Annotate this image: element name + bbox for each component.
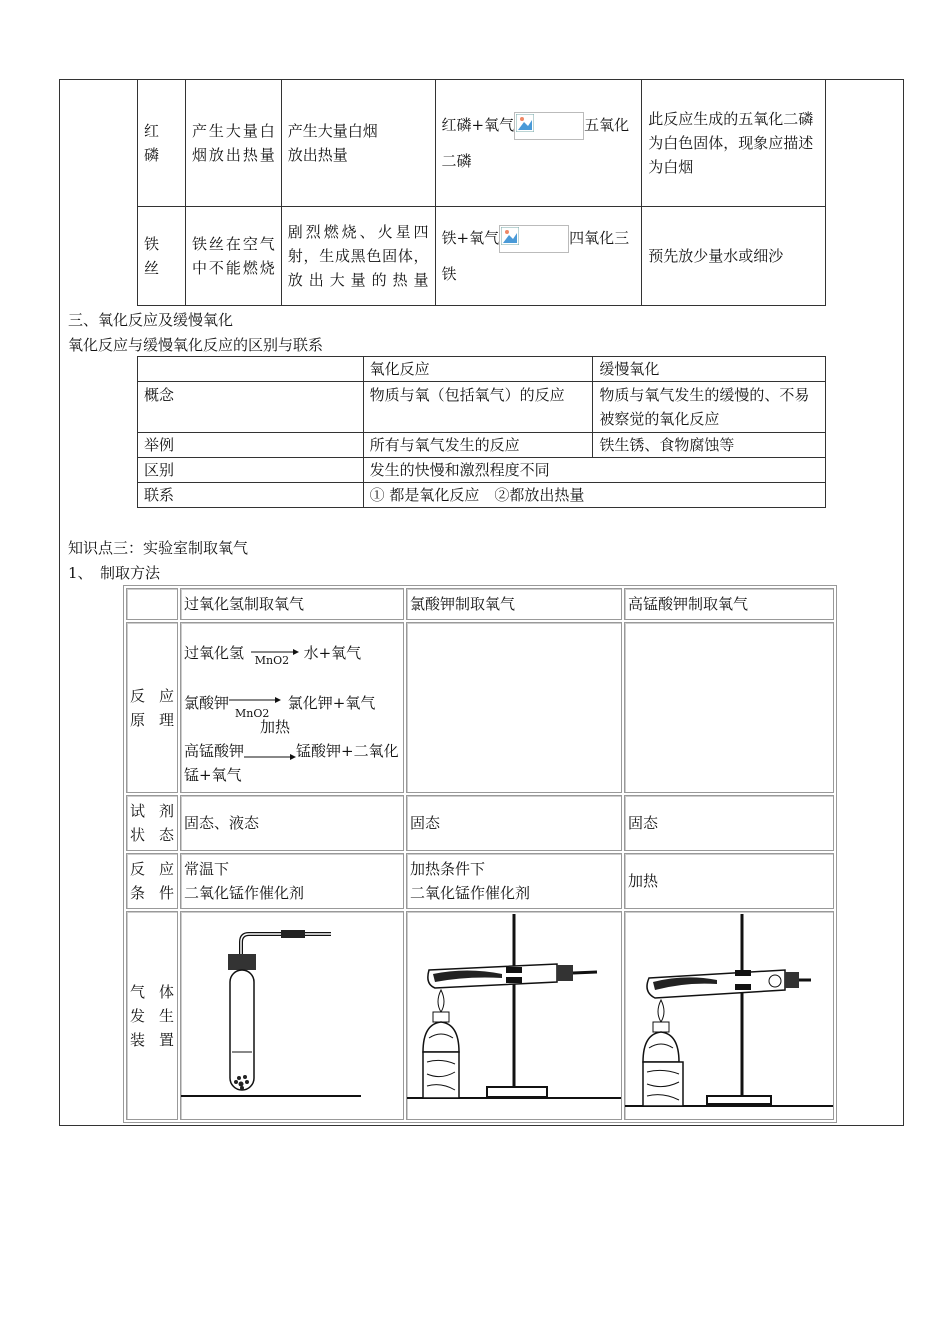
table-row — [138, 80, 826, 207]
table-cell: ① 都是氧化反应 ②都放出热量 — [363, 483, 825, 508]
row-label-reagent: 试剂状态 — [126, 795, 178, 851]
note-cell: 预先放少量水或细沙 — [642, 207, 826, 306]
header-cell — [138, 357, 364, 382]
phenomenon-air-cell: 产生大量白烟放出热量 — [185, 80, 281, 207]
row-label-condition: 反应条件 — [126, 853, 178, 909]
phenomenon-oxygen-cell: 产生大量白烟 放出热量 — [281, 80, 435, 207]
header-kmno4: 高锰酸钾制取氧气 — [624, 588, 834, 620]
table-row — [138, 483, 826, 508]
phenomenon-oxygen-cell: 剧烈燃烧、火星四射，生成黑色固体，放出大量的热量 — [281, 207, 435, 306]
method-heading: 1、 制取方法 — [68, 564, 161, 582]
table-row — [138, 458, 826, 483]
knowledge-heading: 知识点三：实验室制取氧气 — [68, 539, 249, 557]
phenomenon-air-cell: 铁丝在空气中不能燃烧 — [185, 207, 281, 306]
test-tube-apparatus-icon — [181, 912, 403, 1112]
table-cell: 物质与氧气发生的缓慢的、不易被察觉的氧化反应 — [593, 382, 826, 433]
section-heading: 三、氧化反应及缓慢氧化 — [68, 311, 234, 329]
apparatus-kclo3 — [406, 911, 622, 1120]
row-label-apparatus: 气体发生装置 — [126, 911, 178, 1120]
table-row — [126, 853, 834, 909]
header-h2o2: 过氧化氢制取氧气 — [180, 588, 404, 620]
equation-h2o2: 过氧化氢 MnO2 水+氧气 — [184, 644, 362, 667]
image-placeholder-icon — [499, 225, 569, 253]
table-row — [138, 433, 826, 458]
equation-kmno4: 高锰酸钾 锰酸钾+二氧化锰+氧气 — [184, 742, 399, 784]
table-row — [126, 911, 834, 1120]
note-cell: 此反应生成的五氧化二磷 为白色固体，现象应描述 为白烟 — [642, 80, 826, 207]
section-subheading: 氧化反应与缓慢氧化反应的区别与联系 — [68, 336, 324, 354]
substance-cell: 铁丝 — [138, 207, 186, 306]
condition-cell: 加热 — [624, 853, 834, 909]
row-label-principle: 反应原理 — [126, 622, 178, 793]
reagent-cell: 固态、液态 — [180, 795, 404, 851]
reagent-cell: 固态 — [406, 795, 622, 851]
principle-cell-empty — [406, 622, 622, 793]
substance-cell: 红磷 — [138, 80, 186, 207]
combustion-table — [137, 79, 826, 306]
table-cell: 铁生锈、食物腐蚀等 — [593, 433, 826, 458]
table-row — [138, 382, 826, 433]
oxygen-preparation-table — [123, 585, 837, 1123]
principle-cell — [180, 622, 404, 793]
row-label: 举例 — [138, 433, 364, 458]
empty-header-cell — [126, 588, 178, 620]
equation-cell: 铁+氧气 四氧化三铁 — [435, 207, 642, 306]
row-label: 区别 — [138, 458, 364, 483]
equation-cell: 红磷+氧气 五氧化二磷 — [435, 80, 642, 207]
heating-apparatus-cotton-icon — [625, 912, 833, 1112]
header-cell: 氧化反应 — [363, 357, 593, 382]
image-placeholder-icon — [514, 112, 584, 140]
reagent-cell: 固态 — [624, 795, 834, 851]
condition-cell: 加热条件下 二氧化锰作催化剂 — [406, 853, 622, 909]
table-row — [138, 207, 826, 306]
apparatus-h2o2 — [180, 911, 404, 1120]
condition-cell: 常温下 二氧化锰作催化剂 — [180, 853, 404, 909]
heat-condition: 加热 — [260, 718, 291, 736]
heating-apparatus-icon — [407, 912, 621, 1112]
row-label: 联系 — [138, 483, 364, 508]
row-label: 概念 — [138, 382, 364, 433]
equation-kclo3: 氯酸钾 MnO2 氯化钾+氧气 — [184, 694, 376, 720]
table-cell: 物质与氧（包括氧气）的反应 — [363, 382, 593, 433]
table-row — [126, 622, 834, 793]
oxidation-table — [137, 356, 826, 508]
principle-cell-empty — [624, 622, 834, 793]
table-header-row — [126, 588, 834, 620]
header-kclo3: 氯酸钾制取氧气 — [406, 588, 622, 620]
header-cell: 缓慢氧化 — [593, 357, 826, 382]
table-cell: 所有与氧气发生的反应 — [363, 433, 593, 458]
apparatus-kmno4 — [624, 911, 834, 1120]
table-cell: 发生的快慢和激烈程度不同 — [363, 458, 825, 483]
table-row — [126, 795, 834, 851]
table-header-row — [138, 357, 826, 382]
